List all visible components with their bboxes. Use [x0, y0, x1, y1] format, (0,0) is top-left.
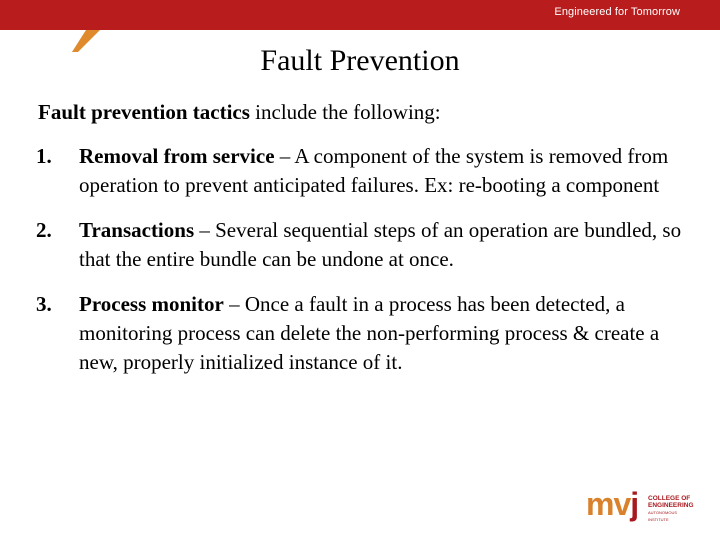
slide-title: Fault Prevention: [260, 44, 460, 77]
tactics-list: [36, 142, 696, 393]
list-item: [36, 290, 696, 377]
logo-wordmark: mvj: [586, 486, 639, 522]
logo-subtitle: COLLEGE OF ENGINEERING AUTONOMOUS INSTITUTE: [648, 495, 694, 522]
header-tagline: Engineered for Tomorrow: [554, 6, 680, 18]
slide-intro: [38, 100, 441, 125]
tactic-description: – Once a fault in a process has been detected, a monitoring process can delete the non-performing process & create a new, properly initialized instance of it.: [79, 292, 660, 374]
tactic-term: Removal from service: [79, 144, 275, 168]
tactic-description: – A component of the system is removed from operation to prevent anticipated failures. Ex: re-booting a component: [79, 144, 669, 197]
list-number: 3.: [36, 292, 52, 316]
intro-bold: Fault prevention tactics: [38, 100, 250, 124]
intro-rest: include the following:: [249, 100, 441, 124]
list-number: 1.: [36, 144, 52, 168]
tactic-description: – Several sequential steps of an operation are bundled, so that the entire bundle can be undone at once.: [79, 218, 682, 271]
list-number: 2.: [36, 218, 52, 242]
tactic-term: Process monitor: [79, 292, 224, 316]
list-item: [36, 216, 696, 274]
list-item: [36, 142, 696, 200]
tactic-term: Transactions: [79, 218, 195, 242]
mvj-logo: [586, 486, 696, 526]
